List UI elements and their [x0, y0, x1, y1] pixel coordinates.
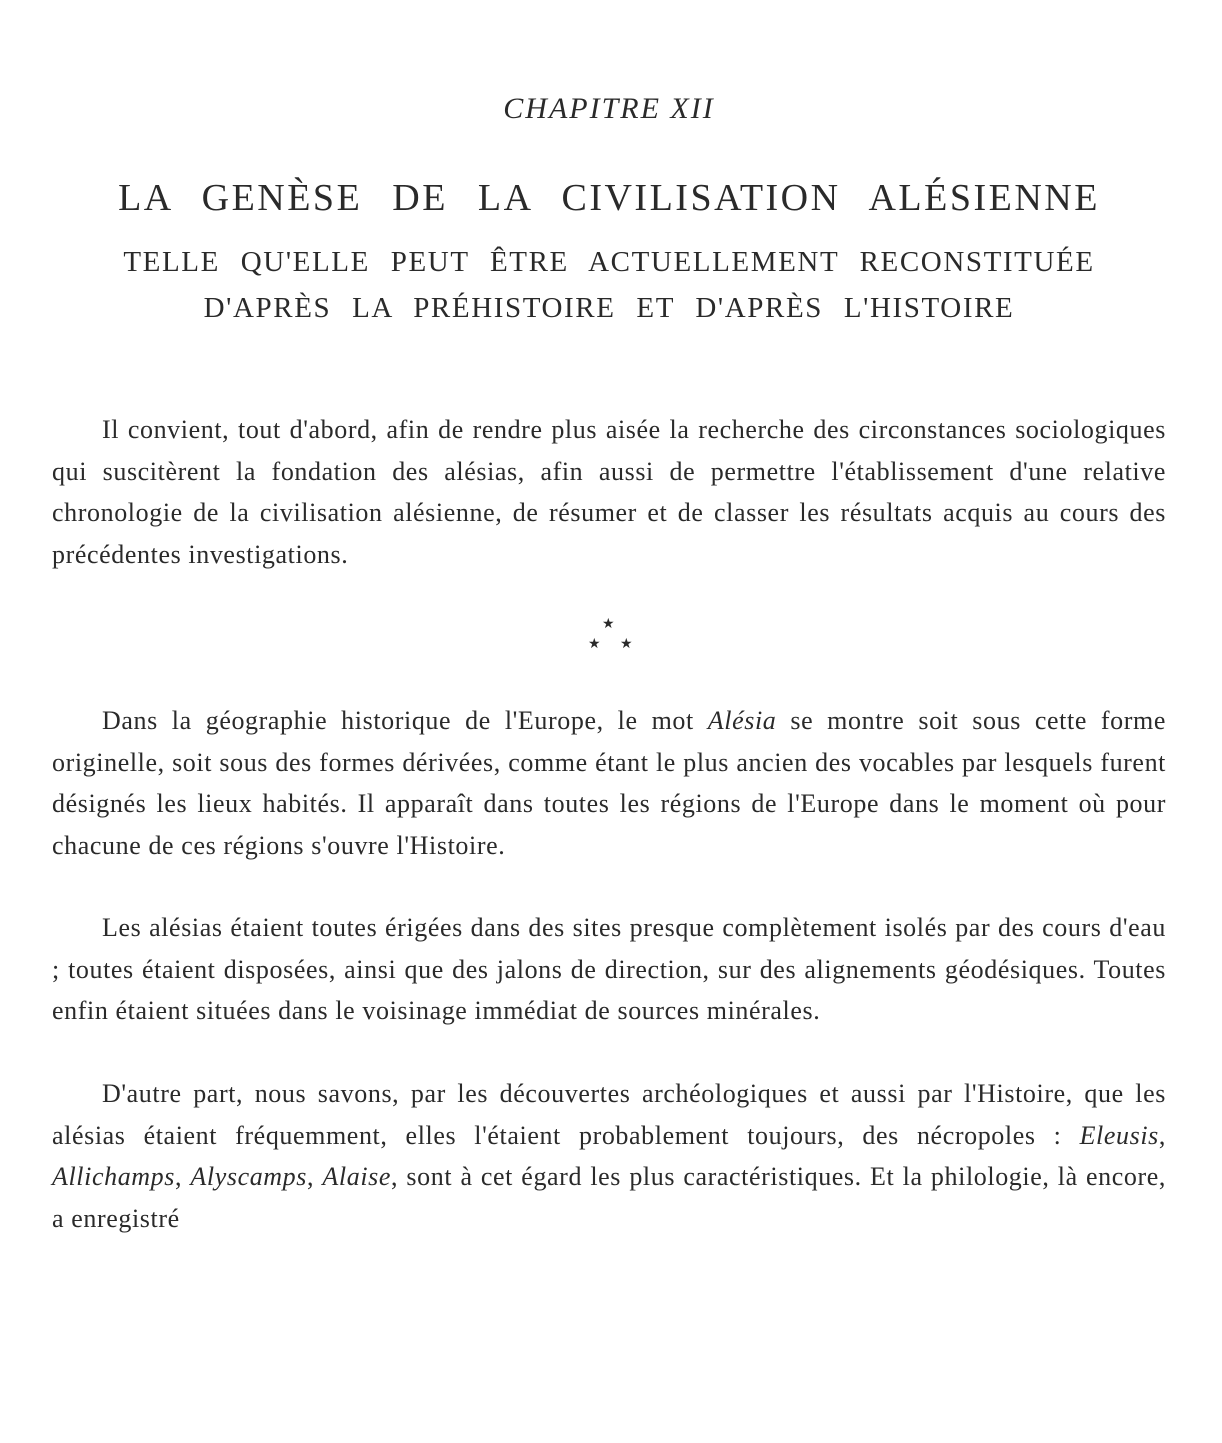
italic-name-eleusis: Eleusis — [1079, 1120, 1159, 1150]
paragraph-necropoles — [52, 1073, 1166, 1239]
italic-name-allichamps: Allichamps — [52, 1162, 175, 1191]
paragraph-text: se montre soit sous cette forme originelle, soit sous des formes dérivées, comme étant le plus ancien des vocables par lesquels furent désignés les lieux habités. Il apparaît dans toutes les régions de l'Europe dans le moment où pour chacune de ces régions s'ouvre l'Histoire. — [52, 706, 1166, 860]
paragraph-text: , sont à cet égard les plus caractéristiques. Et la philologie, là encore, a enregistré — [52, 1162, 1166, 1233]
paragraph-text: D'autre part, nous savons, par les découvertes archéologiques et aussi par l'Histoire, que les alésias étaient fréquemment, elles l'étaient probablement toujours, des nécropoles : — [52, 1079, 1166, 1150]
star-icon: ★ — [602, 617, 615, 632]
separator-text: , — [307, 1162, 323, 1191]
italic-name-alyscamps: Alyscamps — [190, 1162, 308, 1191]
paragraph-intro: Il convient, tout d'abord, afin de rendre plus aisée la recherche des circonstances sociologiques qui suscitèrent la fondation des alésias, afin aussi de permettre l'établissement d'une relative chronologie de la civilisation alésienne, de résumer et de classer les résultats acquis au cours des précédentes investigations. — [52, 415, 1166, 569]
section-separator-asterism — [578, 618, 638, 658]
chapter-title: LA GENÈSE DE LA CIVILISATION ALÉSIENNE — [118, 177, 1100, 219]
chapter-label: CHAPITRE XII — [503, 92, 715, 125]
separator-text: , — [1158, 1120, 1166, 1150]
paragraph-alesia-sites: Les alésias étaient toutes érigées dans des sites presque complètement isolés par des cours d'eau ; toutes étaient disposées, ainsi que des jalons de direction, sur des alignements géodésiques. Toutes enfin étaient situées dans le voisinage immédiat de sources minérales. — [52, 913, 1166, 1025]
separator-text: , — [175, 1162, 191, 1191]
document-page — [52, 0, 1166, 1443]
italic-name-alaise: Alaise — [322, 1162, 392, 1191]
paragraph-text: Dans la géographie historique de l'Europe, le mot — [102, 706, 708, 735]
star-icon: ★ — [588, 637, 601, 652]
paragraph-alesia-geography — [52, 700, 1166, 866]
chapter-subtitle-line-1: TELLE QU'ELLE PEUT ÊTRE ACTUELLEMENT RECONSTITUÉE — [123, 246, 1095, 278]
italic-term-alesia: Alésia — [707, 706, 777, 735]
star-icon: ★ — [620, 637, 633, 652]
chapter-subtitle-line-2: D'APRÈS LA PRÉHISTOIRE ET D'APRÈS L'HISTOIRE — [203, 292, 1015, 324]
